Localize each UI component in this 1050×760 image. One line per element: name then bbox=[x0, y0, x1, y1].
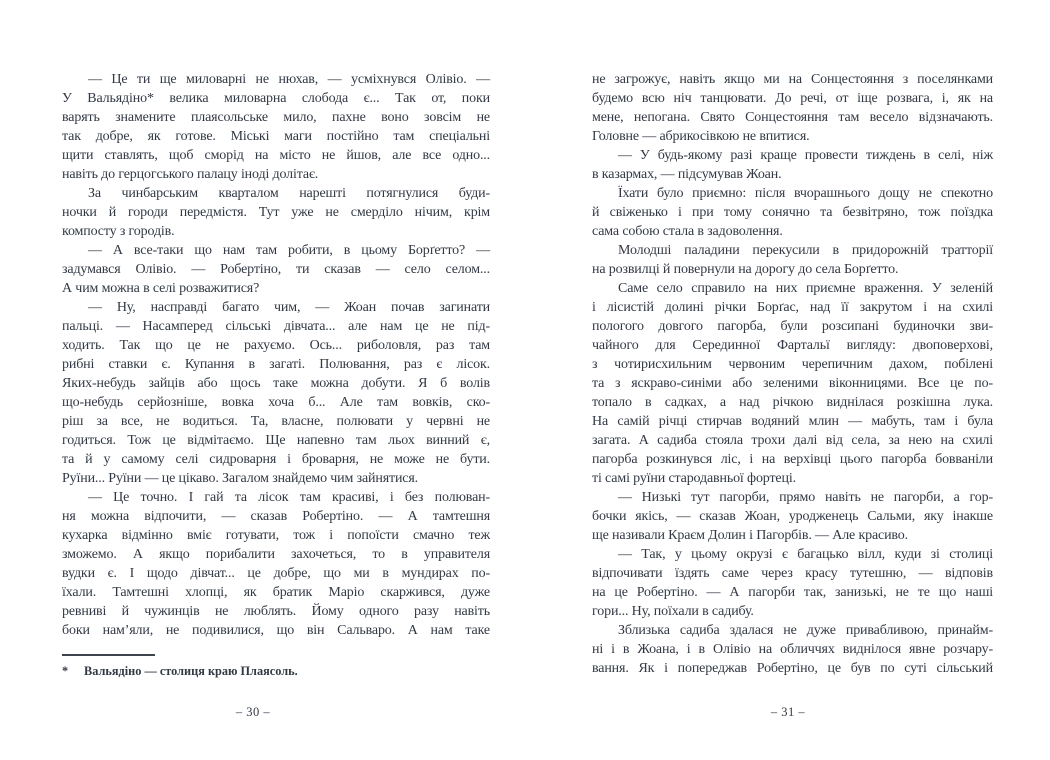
text-line: пологого довгого пагорба, були розсипані будиночки зви- bbox=[592, 319, 993, 334]
footnote-text: Вальядіно — столиця краю Плаясоль. bbox=[84, 664, 298, 678]
text-line: ні і в Жоана, і в Олівіо на обличчях виднілося явне розчару- bbox=[592, 642, 993, 657]
text-line: бочки якісь, — сказав Жоан, уродженець Сальми, яку інакше bbox=[592, 509, 993, 524]
text-line: вання. Як і попереджав Робертіно, це був по суті сільський bbox=[592, 661, 993, 676]
text-line: й свіженько і при тому сонячно та безвітряно, тож поїздка bbox=[592, 205, 993, 220]
text-line: рибні ставки є. Купання в загаті. Полювання, раз є лісок. bbox=[62, 357, 490, 372]
text-line: кухарка відмінно вміє готувати, тож і попоїсти смачно теж bbox=[62, 528, 490, 543]
text-line: Головне — абрикосівкою не впитися. bbox=[592, 129, 810, 144]
text-line: — У будь-якому разі краще провести тиждень в селі, ніж bbox=[618, 148, 993, 163]
text-line: варять знамените плаясольське мило, пахне воно зовсім не bbox=[62, 110, 490, 125]
text-line: ня можна відпочити, — сказав Робертіно. — А тамтешня bbox=[62, 509, 490, 524]
text-line: і лісистій долині річки Борґас, над її закрутом і на схилі bbox=[592, 300, 993, 315]
page-number-left: – 30 – bbox=[235, 705, 271, 719]
text-line: ті самі руїни стародавньої фортеці. bbox=[592, 471, 796, 486]
text-line: — Це точно. І гай та лісок там красиві, і без полюван- bbox=[88, 490, 490, 505]
text-line: — Низькі тут пагорби, прямо навіть не пагорби, а гор- bbox=[618, 490, 993, 505]
text-line: ночки й городи передмістя. Тут уже не смерділо нічим, крім bbox=[62, 205, 490, 220]
text-line: боки нам’яли, не подивилися, що він Сальваро. А нам таке bbox=[62, 623, 490, 638]
text-line: ще називали Краєм Долин і Пагорбів. — Але красиво. bbox=[592, 528, 908, 543]
text-line: За чинбарським кварталом нарешті потягнулися буди- bbox=[88, 186, 490, 201]
text-line: — А все-таки що нам там робити, в цьому Борґетто? — bbox=[88, 243, 490, 258]
text-line: сама собою стала в задоволення. bbox=[592, 224, 783, 239]
text-line: вудки є. І щодо дівчат... це добре, що ми в мундирах по- bbox=[62, 566, 490, 581]
text-line: — Це ти ще миловарні не нюхав, — усміхнувся Олівіо. — bbox=[88, 72, 490, 87]
text-line: навіть до герцогського палацу іноді долітає. bbox=[62, 167, 319, 182]
footnote-marker: * bbox=[62, 664, 69, 678]
text-line: зможемо. А якщо порибалити захочеться, то в управителя bbox=[62, 547, 490, 562]
text-line: Яких-небудь зайців або щось таке можна добути. Я б волів bbox=[62, 376, 490, 391]
text-line: загата. А садиба стояла трохи далі від села, за нею на схилі bbox=[592, 433, 993, 448]
text-line: Їхати було приємно: після вчорашнього дощу не спекотно bbox=[618, 186, 993, 201]
text-line: чайного для Серединної Фартальї вигляду: двоповерхові, bbox=[592, 338, 993, 353]
text-line: годиться. Тож це відмітаємо. Ще напевно там льох винний є, bbox=[62, 433, 490, 448]
text-line: їхали. Тамтешні хлопці, як братик Маріо скаржився, дуже bbox=[62, 585, 490, 600]
text-line: та з яскраво-синіми або зеленими віконницями. Все це по- bbox=[592, 376, 993, 391]
text-line: — Ну, насправді багато чим, — Жоан почав загинати bbox=[88, 300, 490, 315]
text-line: компосту з городів. bbox=[62, 224, 175, 239]
text-line: — Так, у цьому окрузі є багацько вілл, куди зі столиці bbox=[618, 547, 993, 562]
text-line: на це Робертіно. — А пагорби так, занизькі, не те що наші bbox=[592, 585, 993, 600]
page-number-right: – 31 – bbox=[770, 705, 806, 719]
text-line: задумався Олівіо. — Робертіно, ти сказав — село селом... bbox=[62, 262, 490, 277]
text-line: пагорба розкинувся ліс, і на верхівці цього пагорба бовваніли bbox=[592, 452, 993, 467]
footnote-rule bbox=[62, 654, 155, 656]
text-line: не загрожує, навіть якщо ми на Сонцестояння з поселянками bbox=[592, 72, 993, 87]
text-line: Зблизька садиба здалася не дуже привабливою, принайм- bbox=[618, 623, 993, 638]
text-line: топало в садках, а над річкою виднілася розкішна лука. bbox=[592, 395, 993, 410]
text-line: щити ставлять, щоб сморід на місто не йшов, але все одно... bbox=[62, 148, 490, 163]
text-line: На самій річці стирчав водяний млин — мабуть, там і була bbox=[592, 414, 993, 429]
text-line: Руїни... Руїни — це цікаво. Загалом знайдемо чим зайнятися. bbox=[62, 471, 419, 486]
text-column-left bbox=[62, 70, 490, 640]
text-line: ріш за все, не водиться. Та, власне, полювати у червні не bbox=[62, 414, 490, 429]
text-line: пальці. — Насамперед сільські дівчата... але нам це не під- bbox=[62, 319, 490, 334]
text-line: ревниві й чужинців не люблять. Йому одного разу навіть bbox=[62, 604, 490, 619]
text-line: мене, непогана. Свято Сонцестояння там весело відзначають. bbox=[592, 110, 993, 125]
footnote-line bbox=[62, 664, 490, 679]
text-line: гори... Ну, поїхали в садибу. bbox=[592, 604, 754, 619]
text-line: будемо всю ніч танцювати. До речі, от іще розвага, і, як на bbox=[592, 91, 993, 106]
text-line: Молодші паладини перекусили в придорожній тратторії bbox=[618, 243, 993, 258]
text-line: А чим можна в селі розважитися? bbox=[62, 281, 260, 296]
text-line: так добре, як готове. Міські маги постійно там спеціальні bbox=[62, 129, 490, 144]
text-line: на розвилці й повернули на дорогу до села Борґетто. bbox=[592, 262, 899, 277]
text-line: відпочивати їздять саме через красу тутешню, — відповів bbox=[592, 566, 993, 581]
text-line: ходить. Так що це не рахуємо. Ось... риболовля, раз там bbox=[62, 338, 490, 353]
text-line: та й у самому селі сидроварня і броварня, не може не бути. bbox=[62, 452, 490, 467]
footnote bbox=[62, 654, 490, 679]
text-line: Саме село справило на них приємне враження. У зеленій bbox=[618, 281, 993, 296]
text-line: в казармах, — підсумував Жоан. bbox=[592, 167, 782, 182]
text-line: що-небудь серйозніше, вовка хоча б... Але там вовків, ско- bbox=[62, 395, 490, 410]
text-line: У Вальядіно* велика миловарна слобода є... Так от, поки bbox=[62, 91, 490, 106]
text-line: з чотирисхильним червоним черепичним дахом, побілені bbox=[592, 357, 993, 372]
text-column-right bbox=[592, 70, 993, 678]
